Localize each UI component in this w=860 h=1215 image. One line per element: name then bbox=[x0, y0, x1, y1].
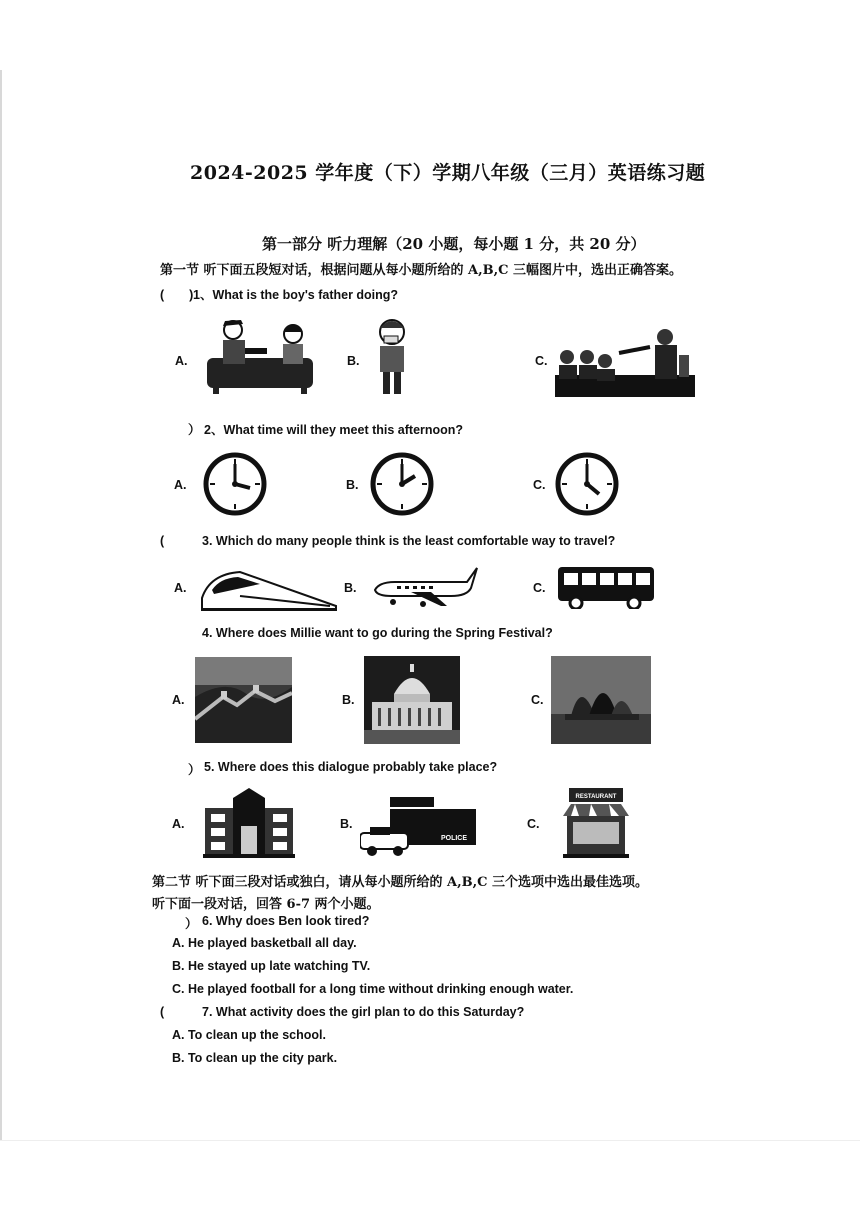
page-left-edge bbox=[0, 70, 2, 1140]
airplane-icon bbox=[371, 562, 479, 610]
couple-on-sofa-icon bbox=[205, 318, 315, 396]
q6-option-b[interactable]: B. He stayed up late watching TV. bbox=[172, 959, 371, 973]
opera-house-photo bbox=[551, 656, 651, 744]
question-3-prefix[interactable]: ( bbox=[160, 534, 165, 548]
section1-instruction: 第一节 听下面五段短对话，根据问题从每小题所给的 A,B,C 三幅图片中，选出正确答案。 bbox=[160, 263, 683, 278]
library-building-icon bbox=[203, 786, 295, 858]
restaurant-icon bbox=[563, 786, 629, 858]
q5-option-c-label[interactable]: C. bbox=[527, 817, 540, 831]
police-sign-text: POLICE bbox=[440, 835, 468, 842]
q5-option-a-label[interactable]: A. bbox=[172, 817, 185, 831]
q1-option-b-label[interactable]: B. bbox=[347, 354, 360, 368]
q4-option-b-label[interactable]: B. bbox=[342, 693, 355, 707]
clock-icon bbox=[370, 452, 434, 516]
q2-option-b-label[interactable]: B. bbox=[346, 478, 359, 492]
great-wall-photo bbox=[195, 657, 292, 743]
q3-option-b-label[interactable]: B. bbox=[344, 581, 357, 595]
question-5-text: 5. Where does this dialogue probably take place? bbox=[204, 760, 498, 774]
question-6-text: 6. Why does Ben look tired? bbox=[202, 914, 370, 928]
restaurant-sign-text: RESTAURANT bbox=[575, 794, 617, 800]
business-meeting-icon bbox=[555, 325, 695, 397]
question-1-text: 1、What is the boy's father doing? bbox=[193, 288, 399, 302]
q7-option-b[interactable]: B. To clean up the city park. bbox=[172, 1051, 338, 1065]
q1-option-a-label[interactable]: A. bbox=[175, 354, 188, 368]
bus-icon bbox=[556, 563, 656, 609]
section2-sub-instruction: 听下面一段对话，回答 6-7 两个小题。 bbox=[152, 897, 380, 912]
question-6-prefix[interactable]: ） bbox=[185, 917, 198, 931]
q4-option-a-label[interactable]: A. bbox=[172, 693, 185, 707]
question-4-text: 4. Where does Millie want to go during the Spring Festival? bbox=[202, 626, 553, 640]
page-bottom-divider bbox=[0, 1140, 860, 1141]
clock-icon bbox=[555, 452, 619, 516]
page-title: 2024-2025 学年度（下）学期八年级（三月）英语练习题 bbox=[190, 162, 706, 184]
q2-option-a-label[interactable]: A. bbox=[174, 478, 187, 492]
question-5-prefix[interactable]: ） bbox=[188, 763, 201, 777]
q3-option-a-label[interactable]: A. bbox=[174, 581, 187, 595]
q3-option-c-label[interactable]: C. bbox=[533, 581, 546, 595]
q6-option-a[interactable]: A. He played basketball all day. bbox=[172, 936, 357, 950]
section2-instruction: 第二节 听下面三段对话或独白，请从每小题所给的 A,B,C 三个选项中选出最佳选项。 bbox=[152, 875, 649, 890]
sick-boy-icon bbox=[372, 318, 412, 400]
q7-option-a[interactable]: A. To clean up the school. bbox=[172, 1028, 326, 1042]
question-1-prefix[interactable]: ( ) bbox=[160, 288, 194, 302]
clock-icon bbox=[203, 452, 267, 516]
q5-option-b-label[interactable]: B. bbox=[340, 817, 353, 831]
question-3-text: 3. Which do many people think is the least comfortable way to travel? bbox=[202, 534, 616, 548]
question-7-text: 7. What activity does the girl plan to do this Saturday? bbox=[202, 1005, 525, 1019]
q6-option-c[interactable]: C. He played football for a long time without drinking enough water. bbox=[172, 982, 574, 996]
q1-option-c-label[interactable]: C. bbox=[535, 354, 548, 368]
police-station-icon bbox=[360, 795, 478, 857]
part1-heading: 第一部分 听力理解（20 小题，每小题 1 分，共 20 分） bbox=[262, 235, 646, 253]
capitol-photo bbox=[364, 656, 460, 744]
question-7-prefix[interactable]: ( bbox=[160, 1005, 165, 1019]
question-2-prefix[interactable]: ） bbox=[188, 423, 201, 437]
high-speed-train-icon bbox=[200, 566, 338, 612]
q2-option-c-label[interactable]: C. bbox=[533, 478, 546, 492]
q4-option-c-label[interactable]: C. bbox=[531, 693, 544, 707]
question-2-text: 2、What time will they meet this afternoon? bbox=[204, 423, 464, 437]
